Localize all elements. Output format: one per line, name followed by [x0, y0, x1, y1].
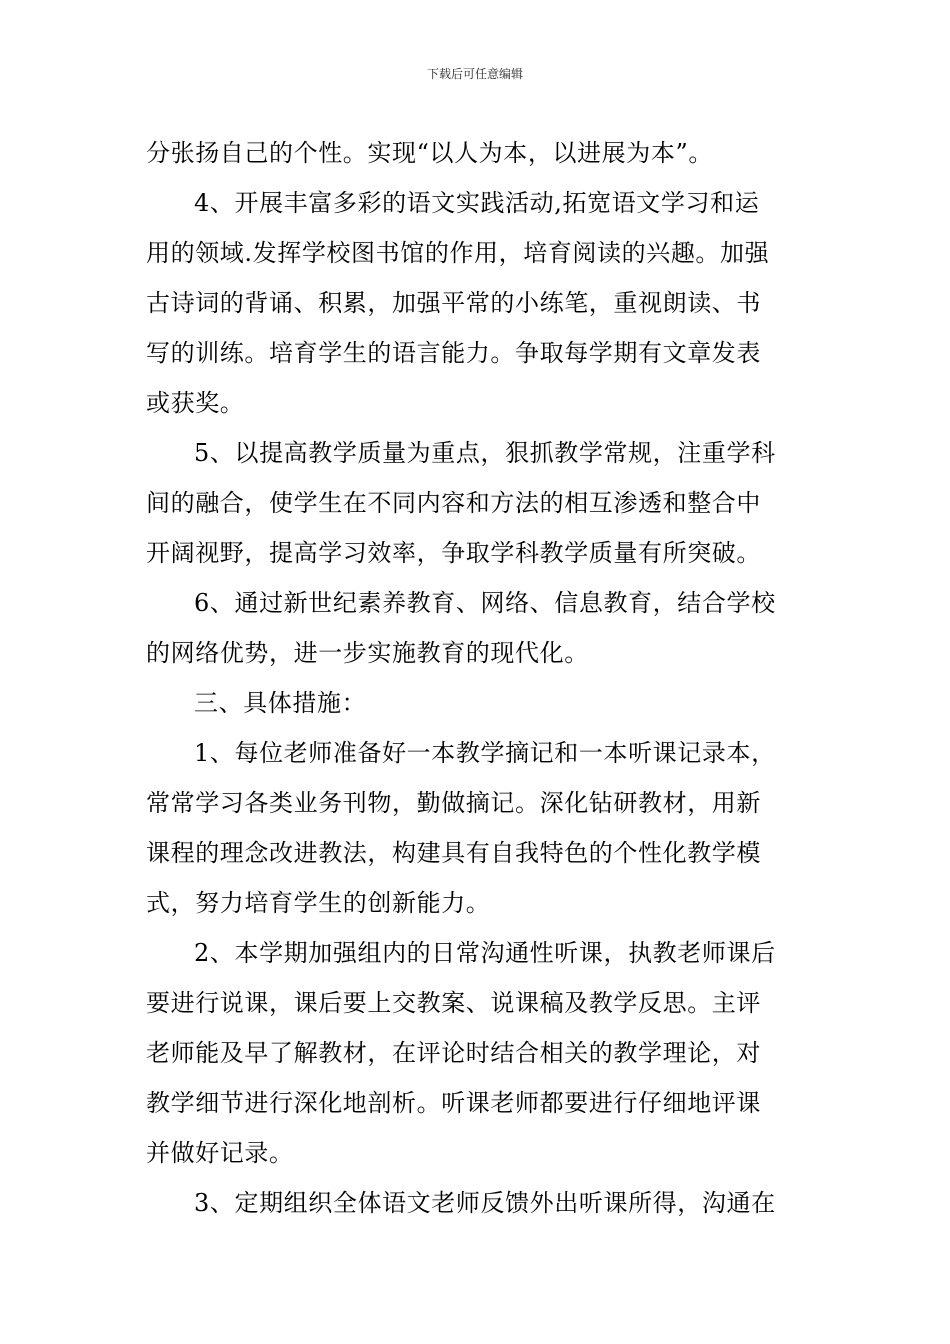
- text-line: 课程的理念改进教法，构建具有自我特色的个性化教学模: [146, 839, 761, 867]
- text-line: 写的训练。培育学生的语言能力。争取每学期有文章发表: [146, 339, 761, 367]
- text-line: 分张扬自己的个性。实现“以人为本，以进展为本”。: [146, 139, 713, 167]
- document-body: [146, 128, 810, 1228]
- text-line: 老师能及早了解教材，在评论时结合相关的教学理论，对: [146, 1039, 761, 1067]
- text-line: 古诗词的背诵、积累，加强平常的小练笔，重视朗读、书: [146, 289, 761, 317]
- text-line: 6、通过新世纪素养教育、网络、信息教育，结合学校: [194, 589, 776, 617]
- text-line: 4、开展丰富多彩的语文实践活动,拓宽语文学习和运: [194, 189, 760, 217]
- text-line: 间的融合，使学生在不同内容和方法的相互渗透和整合中: [146, 489, 761, 517]
- text-line: 教学细节进行深化地剖析。听课老师都要进行仔细地评课: [146, 1089, 761, 1117]
- text-line: 并做好记录。: [146, 1139, 294, 1167]
- text-line: 常常学习各类业务刊物，勤做摘记。深化钻研教材，用新: [146, 789, 761, 817]
- text-line: 式，努力培育学生的创新能力。: [146, 889, 491, 917]
- text-line: 的网络优势，进一步实施教育的现代化。: [146, 639, 589, 667]
- text-line: 要进行说课，课后要上交教案、说课稿及教学反思。主评: [146, 989, 761, 1017]
- text-line: 或获奖。: [146, 389, 245, 417]
- text-line: 2、本学期加强组内的日常沟通性听课，执教老师课后: [194, 939, 776, 967]
- text-line: 用的领域.发挥学校图书馆的作用，培育阅读的兴趣。加强: [146, 239, 770, 267]
- section-heading: 三、具体措施：: [194, 689, 367, 717]
- text-line: 开阔视野，提高学习效率，争取学科教学质量有所突破。: [146, 539, 761, 567]
- text-line: 1、每位老师准备好一本教学摘记和一本听课记录本，: [194, 739, 776, 767]
- text-line: 5、以提高教学质量为重点，狠抓教学常规，注重学科: [194, 439, 776, 467]
- page-header: 下载后可任意编辑: [426, 67, 523, 81]
- text-line: 3、定期组织全体语文老师反馈外出听课所得，沟通在: [194, 1189, 776, 1217]
